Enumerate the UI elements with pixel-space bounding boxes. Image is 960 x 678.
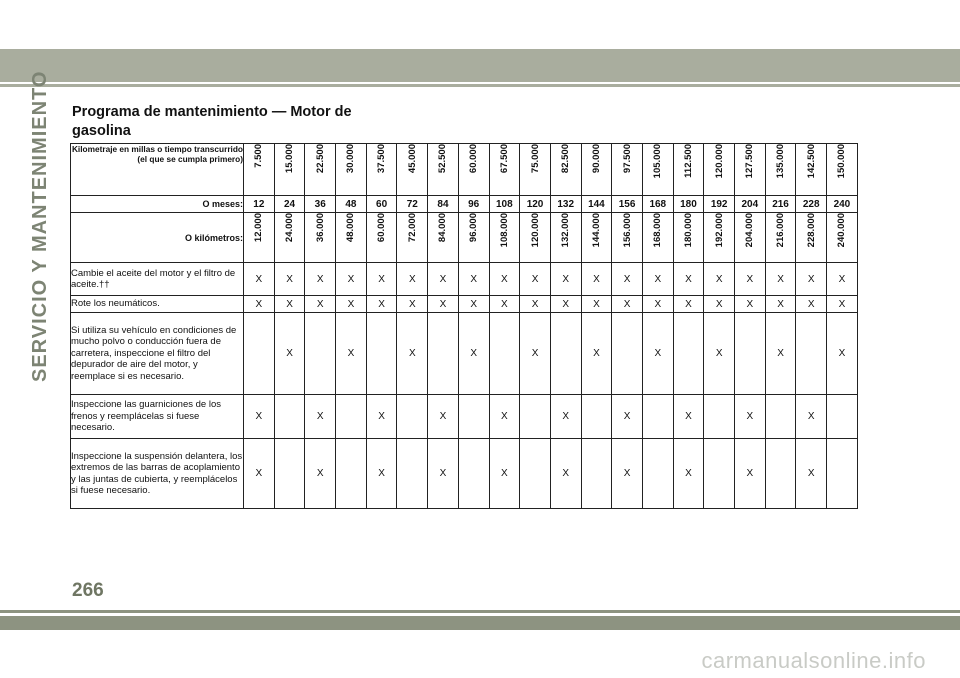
schedule-mark: X: [489, 296, 520, 313]
schedule-mark: X: [428, 395, 459, 439]
task-label: Rote los neumáticos.: [71, 296, 244, 313]
months-cell: 168: [642, 196, 673, 213]
schedule-mark: X: [642, 263, 673, 296]
km-cell: [765, 213, 796, 263]
task-row: [71, 263, 858, 296]
km-cell: [336, 213, 367, 263]
schedule-mark: [704, 395, 735, 439]
months-cell: 204: [735, 196, 766, 213]
schedule-mark: [642, 439, 673, 509]
schedule-mark: X: [612, 395, 643, 439]
miles-cell: [458, 144, 489, 196]
schedule-mark: X: [550, 395, 581, 439]
schedule-mark: [704, 439, 735, 509]
schedule-mark: [735, 313, 766, 395]
schedule-mark: X: [520, 296, 551, 313]
schedule-mark: X: [244, 439, 275, 509]
miles-cell-text: 97.500: [621, 144, 633, 174]
schedule-mark: X: [397, 313, 428, 395]
km-cell: [397, 213, 428, 263]
schedule-mark: X: [366, 439, 397, 509]
schedule-mark: X: [305, 296, 336, 313]
km-cell-text: 216.000: [775, 213, 787, 248]
km-cell-text: 120.000: [529, 213, 541, 248]
page-number: 266: [72, 580, 104, 601]
schedule-mark: X: [735, 296, 766, 313]
months-cell: 96: [458, 196, 489, 213]
km-cell: [458, 213, 489, 263]
miles-cell: [612, 144, 643, 196]
schedule-mark: [366, 313, 397, 395]
schedule-mark: [581, 439, 612, 509]
km-cell-text: 132.000: [560, 213, 572, 248]
schedule-mark: [458, 439, 489, 509]
schedule-mark: X: [428, 296, 459, 313]
schedule-mark: X: [274, 296, 305, 313]
top-rule: [0, 84, 960, 87]
schedule-mark: X: [305, 395, 336, 439]
months-row: [71, 196, 858, 213]
km-cell-text: 144.000: [590, 213, 602, 248]
schedule-mark: [520, 395, 551, 439]
km-cell: [305, 213, 336, 263]
side-section-title: SERVICIO Y MANTENIMIENTO: [29, 70, 51, 382]
schedule-mark: [397, 395, 428, 439]
schedule-mark: X: [827, 313, 858, 395]
schedule-mark: [612, 313, 643, 395]
miles-cell-text: 37.500: [376, 144, 388, 174]
schedule-mark: [305, 313, 336, 395]
schedule-mark: X: [796, 296, 827, 313]
miles-cell-text: 120.000: [713, 144, 725, 179]
miles-cell-text: 142.500: [805, 144, 817, 179]
miles-cell: [550, 144, 581, 196]
schedule-mark: X: [366, 296, 397, 313]
months-cell: 72: [397, 196, 428, 213]
schedule-mark: X: [673, 439, 704, 509]
schedule-mark: X: [612, 263, 643, 296]
schedule-mark: X: [458, 296, 489, 313]
km-cell: [581, 213, 612, 263]
schedule-mark: X: [520, 263, 551, 296]
miles-cell-text: 135.000: [775, 144, 787, 179]
schedule-mark: X: [550, 296, 581, 313]
schedule-mark: X: [550, 439, 581, 509]
schedule-mark: X: [704, 313, 735, 395]
km-cell-text: 24.000: [284, 213, 296, 243]
km-cell: [274, 213, 305, 263]
months-cell: 12: [244, 196, 275, 213]
schedule-mark: [765, 395, 796, 439]
schedule-mark: [489, 313, 520, 395]
schedule-mark: X: [642, 296, 673, 313]
schedule-mark: X: [489, 263, 520, 296]
schedule-mark: [520, 439, 551, 509]
schedule-mark: X: [397, 296, 428, 313]
task-label: Inspeccione las guarniciones de los frenos y reemplácelas si fuese necesario.: [71, 395, 244, 439]
km-label: O kilómetros:: [71, 213, 244, 263]
km-cell: [366, 213, 397, 263]
miles-cell-text: 82.500: [560, 144, 572, 174]
months-cell: 84: [428, 196, 459, 213]
km-cell-text: 12.000: [253, 213, 265, 243]
schedule-mark: X: [796, 395, 827, 439]
schedule-mark: X: [366, 263, 397, 296]
schedule-mark: X: [489, 439, 520, 509]
schedule-mark: X: [735, 263, 766, 296]
schedule-mark: [673, 313, 704, 395]
schedule-mark: X: [428, 263, 459, 296]
task-row: [71, 313, 858, 395]
km-cell-text: 36.000: [314, 213, 326, 243]
schedule-mark: [827, 439, 858, 509]
bottom-band: [0, 616, 960, 630]
km-cell: [735, 213, 766, 263]
miles-cell: [642, 144, 673, 196]
km-cell-text: 156.000: [621, 213, 633, 248]
km-cell-text: 192.000: [713, 213, 725, 248]
miles-cell: [704, 144, 735, 196]
km-cell-text: 96.000: [468, 213, 480, 243]
schedule-mark: [765, 439, 796, 509]
miles-cell-text: 150.000: [836, 144, 848, 179]
miles-cell-text: 52.500: [437, 144, 449, 174]
schedule-mark: X: [612, 296, 643, 313]
schedule-mark: X: [274, 263, 305, 296]
schedule-mark: [458, 395, 489, 439]
km-cell-text: 180.000: [682, 213, 694, 248]
schedule-mark: X: [581, 263, 612, 296]
km-cell-text: 72.000: [406, 213, 418, 243]
schedule-mark: X: [827, 263, 858, 296]
miles-cell-text: 30.000: [345, 144, 357, 174]
page-title: Programa de mantenimiento — Motor de gasolina: [72, 104, 352, 139]
km-cell: [550, 213, 581, 263]
months-cell: 60: [366, 196, 397, 213]
miles-cell: [735, 144, 766, 196]
km-cell-text: 228.000: [805, 213, 817, 248]
miles-cell: [366, 144, 397, 196]
miles-cell: [489, 144, 520, 196]
schedule-mark: X: [704, 296, 735, 313]
km-cell: [244, 213, 275, 263]
schedule-mark: X: [397, 263, 428, 296]
schedule-mark: X: [673, 296, 704, 313]
km-cell: [642, 213, 673, 263]
months-cell: 144: [581, 196, 612, 213]
miles-cell: [244, 144, 275, 196]
km-cell-text: 240.000: [836, 213, 848, 248]
miles-cell: [765, 144, 796, 196]
schedule-mark: X: [244, 296, 275, 313]
months-label: O meses:: [71, 196, 244, 213]
miles-cell-text: 67.500: [498, 144, 510, 174]
miles-cell: [827, 144, 858, 196]
schedule-mark: [827, 395, 858, 439]
miles-cell: [274, 144, 305, 196]
km-cell-text: 60.000: [376, 213, 388, 243]
task-row: [71, 439, 858, 509]
km-cell: [704, 213, 735, 263]
schedule-mark: [274, 395, 305, 439]
months-cell: 36: [305, 196, 336, 213]
top-band: [0, 49, 960, 82]
schedule-mark: X: [458, 263, 489, 296]
schedule-mark: X: [581, 296, 612, 313]
months-cell: 108: [489, 196, 520, 213]
maintenance-schedule-table: [70, 143, 858, 509]
schedule-mark: X: [642, 313, 673, 395]
schedule-mark: X: [336, 313, 367, 395]
schedule-mark: [336, 439, 367, 509]
months-cell: 240: [827, 196, 858, 213]
months-cell: 156: [612, 196, 643, 213]
miles-cell-text: 127.500: [744, 144, 756, 179]
miles-cell: [520, 144, 551, 196]
km-cell: [827, 213, 858, 263]
schedule-mark: [274, 439, 305, 509]
km-cell-text: 108.000: [498, 213, 510, 248]
miles-cell-text: 22.500: [314, 144, 326, 174]
km-cell: [489, 213, 520, 263]
interval-label: Kilometraje en millas o tiempo transcurrido (el que se cumpla primero): [71, 144, 244, 196]
schedule-mark: X: [765, 263, 796, 296]
km-cell-text: 204.000: [744, 213, 756, 248]
km-cell: [428, 213, 459, 263]
miles-cell-text: 112.500: [682, 144, 694, 178]
months-cell: 120: [520, 196, 551, 213]
schedule-mark: X: [489, 395, 520, 439]
miles-cell-text: 45.000: [406, 144, 418, 174]
task-label: Inspeccione la suspensión delantera, los extremos de las barras de acoplamiento y las juntas de cubierta, y reemplácelos si fuese necesario.: [71, 439, 244, 509]
schedule-mark: X: [336, 263, 367, 296]
months-cell: 180: [673, 196, 704, 213]
schedule-mark: X: [673, 395, 704, 439]
months-cell: 132: [550, 196, 581, 213]
schedule-mark: X: [796, 439, 827, 509]
months-cell: 216: [765, 196, 796, 213]
miles-cell-text: 75.000: [529, 144, 541, 174]
months-cell: 228: [796, 196, 827, 213]
schedule-mark: X: [581, 313, 612, 395]
miles-header-row: [71, 144, 858, 196]
km-cell-text: 48.000: [345, 213, 357, 243]
miles-cell: [336, 144, 367, 196]
miles-cell-text: 90.000: [590, 144, 602, 174]
miles-cell: [796, 144, 827, 196]
schedule-mark: X: [735, 395, 766, 439]
task-label: Si utiliza su vehículo en condiciones de mucho polvo o conducción fuera de carretera, inspeccione el filtro del depurador de aire del motor, y reemplace si es necesario.: [71, 313, 244, 395]
task-label: Cambie el aceite del motor y el filtro de aceite.††: [71, 263, 244, 296]
schedule-mark: X: [244, 395, 275, 439]
schedule-mark: X: [765, 296, 796, 313]
schedule-mark: [642, 395, 673, 439]
schedule-mark: X: [520, 313, 551, 395]
schedule-mark: X: [827, 296, 858, 313]
months-cell: 24: [274, 196, 305, 213]
schedule-mark: X: [305, 263, 336, 296]
schedule-mark: X: [550, 263, 581, 296]
schedule-mark: X: [274, 313, 305, 395]
bottom-rule: [0, 610, 960, 613]
km-cell-text: 84.000: [437, 213, 449, 243]
km-cell: [612, 213, 643, 263]
schedule-mark: [581, 395, 612, 439]
task-row: [71, 296, 858, 313]
miles-cell-text: 15.000: [284, 144, 296, 174]
months-cell: 192: [704, 196, 735, 213]
km-cell: [520, 213, 551, 263]
schedule-mark: X: [428, 439, 459, 509]
months-cell: 48: [336, 196, 367, 213]
schedule-mark: [336, 395, 367, 439]
km-cell: [796, 213, 827, 263]
schedule-mark: [397, 439, 428, 509]
task-row: [71, 395, 858, 439]
schedule-mark: [796, 313, 827, 395]
miles-cell: [428, 144, 459, 196]
miles-cell-text: 105.000: [652, 144, 664, 179]
schedule-mark: [244, 313, 275, 395]
schedule-mark: X: [673, 263, 704, 296]
miles-cell: [397, 144, 428, 196]
schedule-mark: X: [458, 313, 489, 395]
miles-cell: [305, 144, 336, 196]
watermark: carmanualsonline.info: [701, 648, 926, 673]
miles-cell: [673, 144, 704, 196]
miles-cell-text: 7.500: [253, 144, 265, 168]
schedule-mark: X: [735, 439, 766, 509]
km-cell: [673, 213, 704, 263]
km-cell-text: 168.000: [652, 213, 664, 248]
schedule-mark: [550, 313, 581, 395]
schedule-mark: X: [305, 439, 336, 509]
schedule-mark: [428, 313, 459, 395]
schedule-mark: X: [796, 263, 827, 296]
schedule-mark: X: [336, 296, 367, 313]
km-header-row: [71, 213, 858, 263]
schedule-mark: X: [366, 395, 397, 439]
schedule-mark: X: [612, 439, 643, 509]
schedule-mark: X: [704, 263, 735, 296]
schedule-mark: X: [244, 263, 275, 296]
miles-cell-text: 60.000: [468, 144, 480, 174]
miles-cell: [581, 144, 612, 196]
schedule-mark: X: [765, 313, 796, 395]
